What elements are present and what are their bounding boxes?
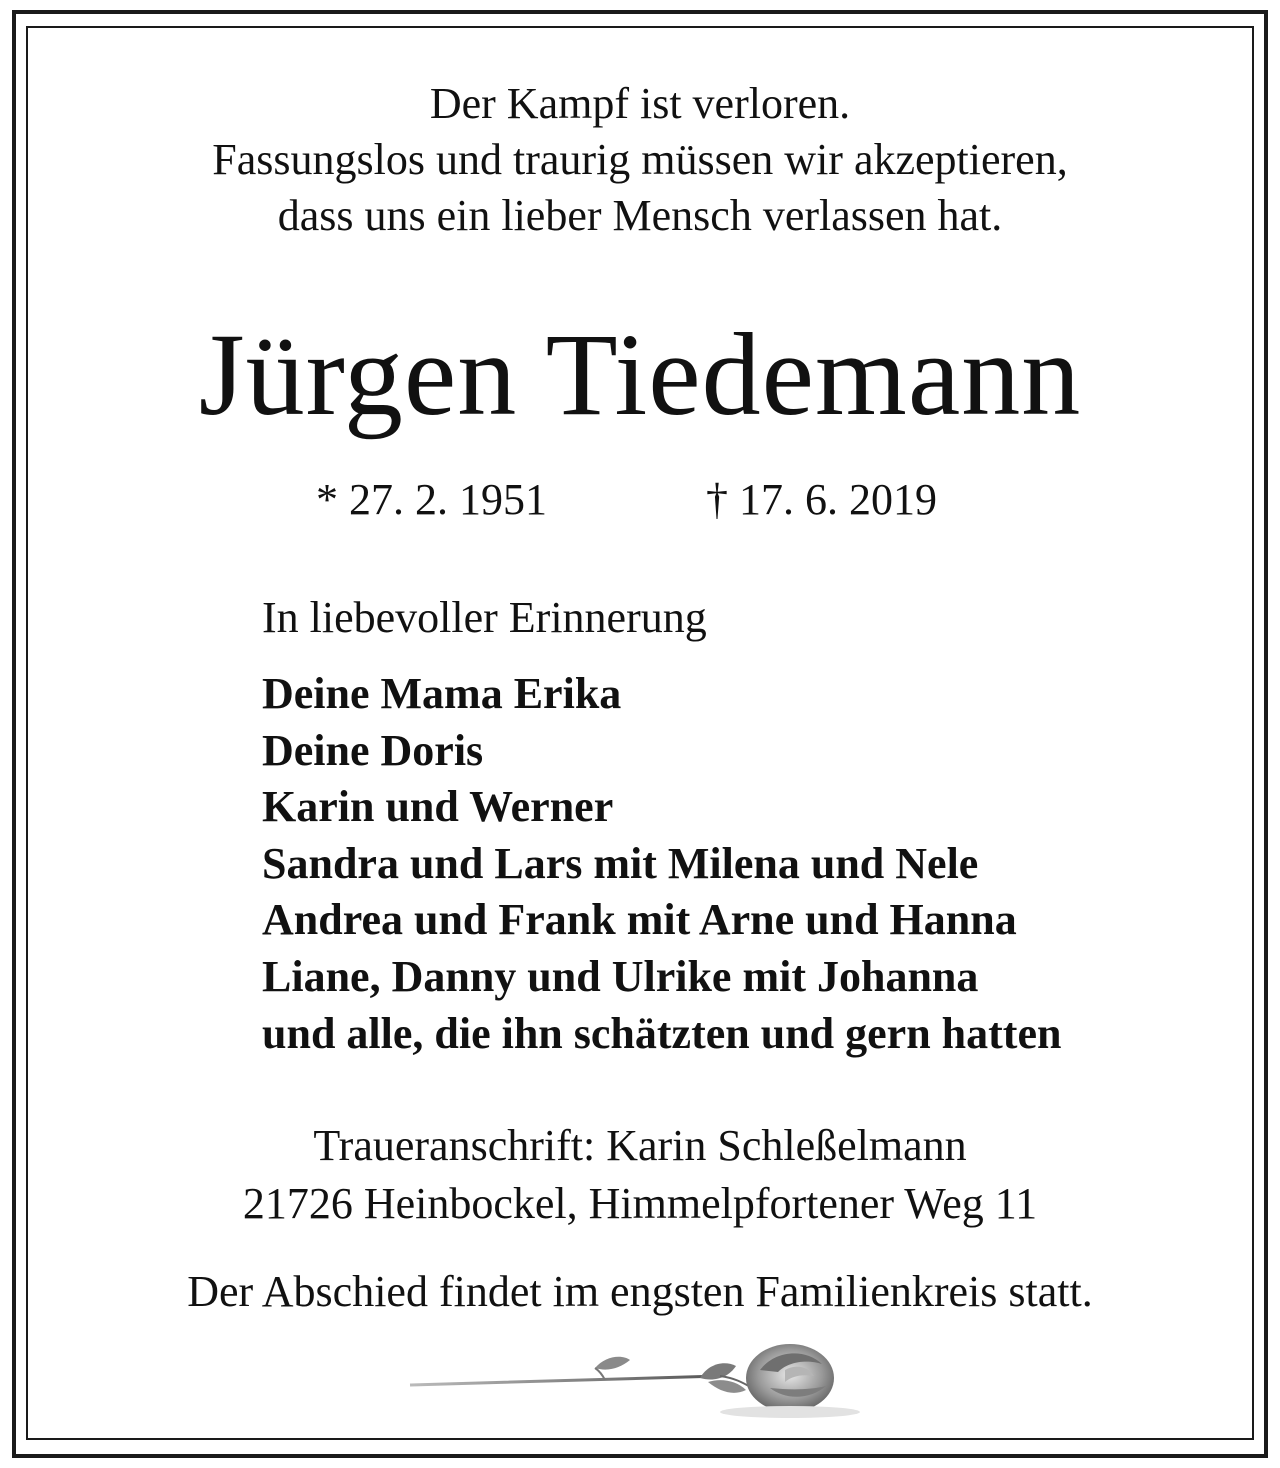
intro-line-3: dass uns ein lieber Mensch verlassen hat.	[277, 191, 1003, 240]
mourner-line: und alle, die ihn schätzten und gern hatten	[262, 1008, 1062, 1058]
address-line-2: 21726 Heinbockel, Himmelpfortener Weg 11	[242, 1179, 1038, 1228]
mourner-line: Andrea und Frank mit Arne und Hanna	[262, 895, 1017, 945]
mourner-line: Liane, Danny und Ulrike mit Johanna	[262, 951, 979, 1001]
intro-line-2: Fassungslos und traurig müssen wir akzeptieren,	[212, 135, 1068, 184]
intro-line-1: Der Kampf ist verloren.	[429, 79, 851, 128]
closing-line: Der Abschied findet im engsten Familienkreis statt.	[187, 1267, 1093, 1316]
remembrance-line: In liebevoller Erinnerung	[262, 593, 707, 642]
mourner-line: Karin und Werner	[262, 782, 614, 832]
mourner-line: Sandra und Lars mit Milena und Nele	[262, 838, 979, 888]
mourner-line: Deine Mama Erika	[262, 669, 622, 718]
deceased-name: Jürgen Tiedemann	[198, 309, 1082, 440]
mourners-list	[262, 666, 1061, 1062]
death-date: † 17. 6. 2019	[706, 475, 937, 524]
birth-date: * 27. 2. 1951	[316, 475, 547, 524]
rose-icon	[390, 1330, 860, 1420]
address-line-1: Traueranschrift: Karin Schleßelmann	[313, 1121, 967, 1170]
mourner-line: Deine Doris	[262, 725, 484, 775]
